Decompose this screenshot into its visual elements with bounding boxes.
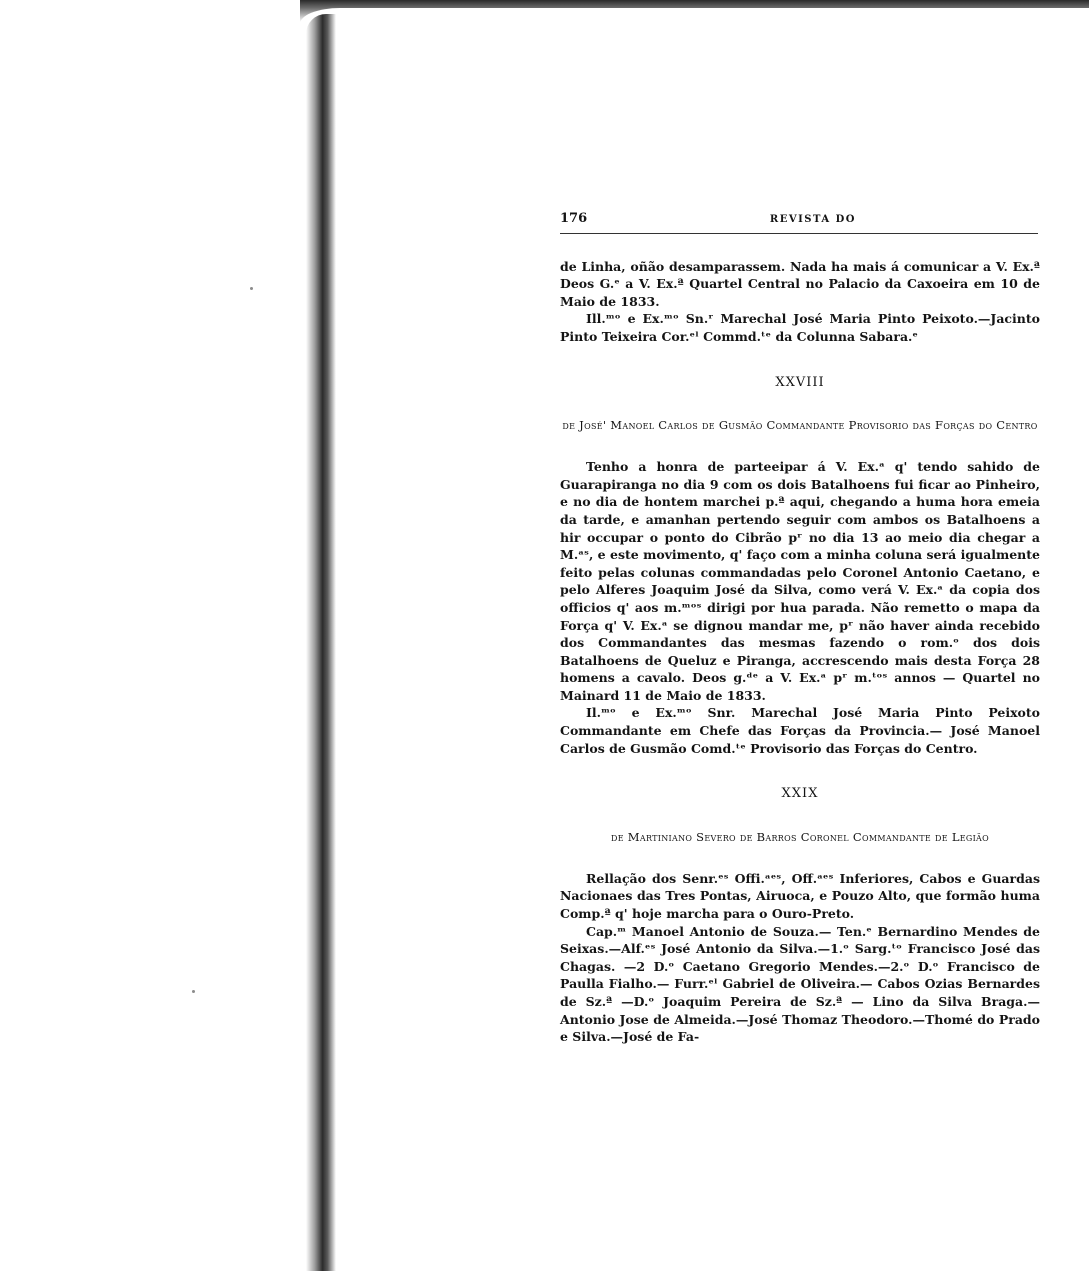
running-header-title: REVISTA DO: [769, 214, 856, 225]
section-numeral: XXVIII: [775, 374, 825, 390]
page-top-edge: [300, 8, 1089, 24]
section-numeral: XXIX: [781, 786, 819, 802]
book-spine-shadow: [306, 14, 336, 1271]
section-title: de Martiniano Severo de Barros Coronel Commandante de Legião: [610, 829, 989, 844]
paragraph: Cap.ᵐ Manoel Antonio de Souza.— Ten.ᵉ Bernardino Mendes de Seixas.—Alf.ᵉˢ José Antonio da Silva.—1.ᵒ Sarg.ᵗᵒ Francisco José das Chagas. —2 D.ᵒ Caetano Gregorio Mendes.—2.ᵒ D.ᵒ Francisco de Paulla Fialho.— Furr.ᵉˡ Gabriel de Oliveira.— Cabos Ozias Bernardes de Sz.ª —D.ᵒ Joaquim Pereira de Sz.ª — Lino da Silva Braga.— Antonio Jose de Almeida.—José Thomaz Theodoro.—Thomé do Prado e Silva.—José de Fa-: [560, 923, 1040, 1045]
paragraph: de Linha, oñão desamparassem. Nada ha mais á comunicar a V. Ex.ª Deos G.ᵉ a V. Ex.ª Quartel Central no Palacio da Caxoeira em 10 de Maio de 1833.: [560, 258, 1040, 309]
running-header: [560, 210, 1038, 234]
paragraph: Rellação dos Senr.ᵉˢ Offi.ᵃᵉˢ, Off.ᵃᵉˢ Inferiores, Cabos e Guardas Nacionaes das Tres Pontas, Airuoca, e Pouzo Alto, que formão huma Comp.ª q' hoje marcha para o Ouro-Preto.: [560, 870, 1040, 922]
scan-speck: [250, 287, 253, 290]
signature-paragraph: Ill.ᵐᵒ e Ex.ᵐᵒ Sn.ʳ Marechal José Maria Pinto Peixoto.—Jacinto Pinto Teixeira Cor.ᵉˡ Commd.ᵗᵉ da Colunna Sabara.ᵉ: [560, 311, 1040, 344]
paragraph: Tenho a honra de parteeipar á V. Ex.ᵃ q' tendo sahido de Guarapiranga no dia 9 com os dois Batalhoens fui ficar ao Pinheiro, e no dia de hontem marchei p.ª aqui, chegando a huma hora emeia da tarde, e amanhan pertendo seguir com ambos os Batalhoens a hir occupar o ponto do Cibrão pʳ no dia 13 ao meio dia chegar a M.ᵃˢ, e este movimento, q' faço com a minha coluna será igualmente feito pelas colunas commandadas pelo Coronel Antonio Caetano, e pelo Alferes Joaquim José da Silva, como verá V. Ex.ᵃ da copia dos officios q' aos m.ᵐᵒˢ dirigi por hua parada. Não remetto o mapa da Força q' V. Ex.ᵃ se dignou mandar me, pʳ não haver ainda recebido dos Commandantes das mesmas fazendo o rom.ᵒ dos dois Batalhoens de Queluz e Piranga, accrescendo mais desta Força 28 homens a cavalo. Deos g.ᵈᵉ a V. Ex.ᵃ pʳ m.ᵗᵒˢ annos — Quartel no Mainard 11 de Maio de 1833.: [560, 459, 1040, 703]
signature-paragraph: Il.ᵐᵒ e Ex.ᵐᵒ Snr. Marechal José Maria Pinto Peixoto Commandante em Chefe das Forças da Provincia.— José Manoel Carlos de Gusmão Comd.ᵗᵉ Provisorio das Forças do Centro.: [560, 705, 1040, 756]
scan-speck: [192, 990, 195, 993]
page-number: 176: [560, 211, 588, 226]
section-title: de José' Manoel Carlos de Gusmão Commandante Provisorio das Forças do Centro: [562, 418, 1038, 433]
book-page: [560, 210, 1040, 1046]
